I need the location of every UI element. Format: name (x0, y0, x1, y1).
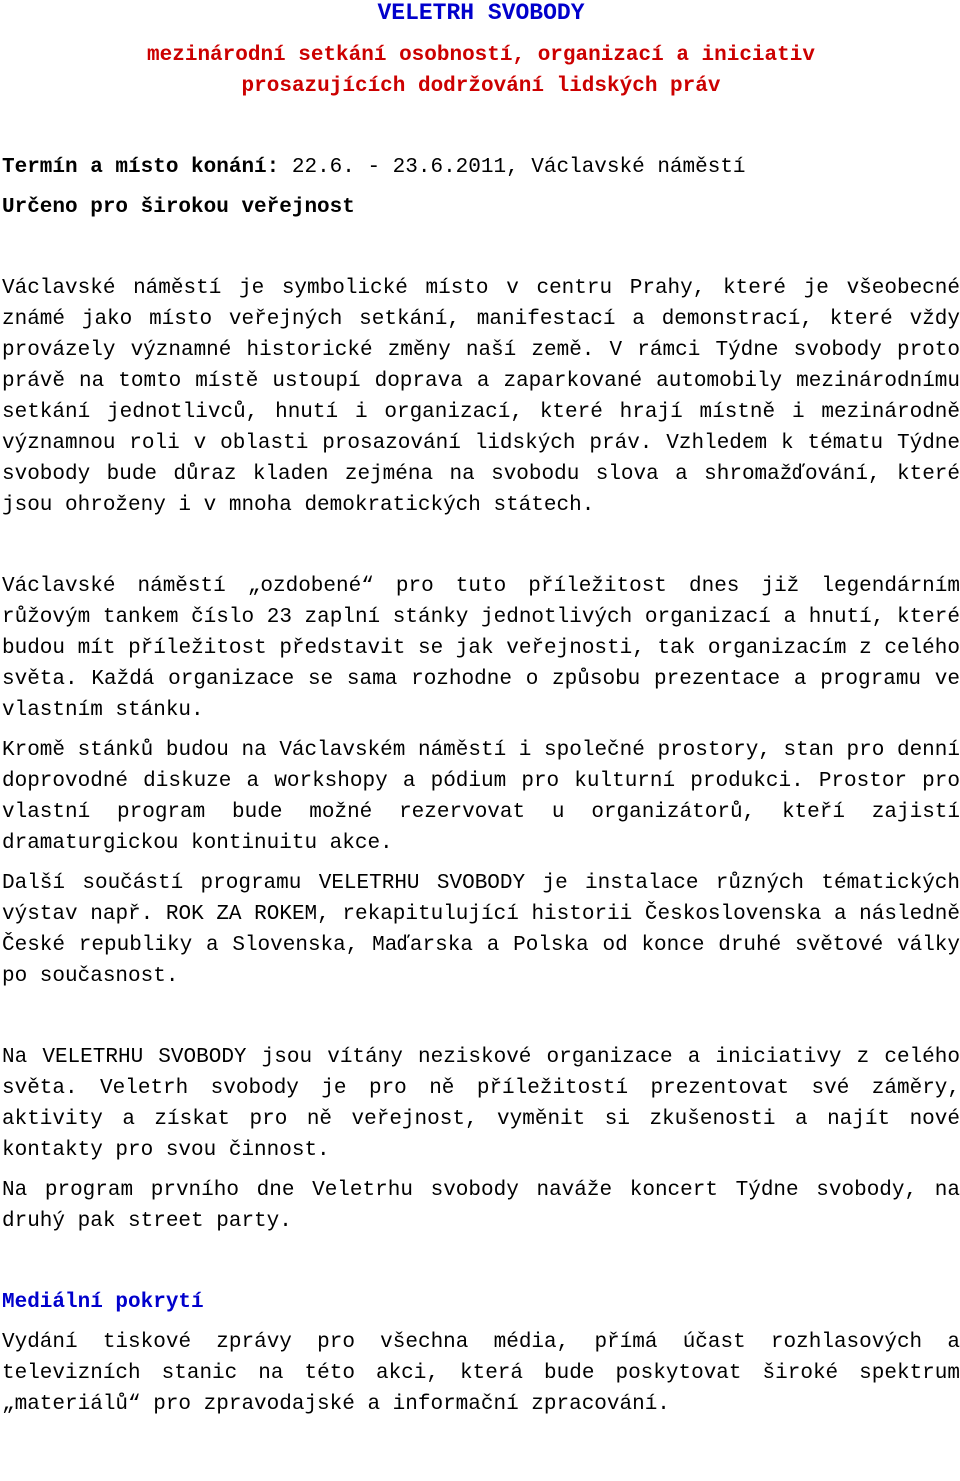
document-title: VELETRH SVOBODY (377, 0, 585, 26)
event-term (2, 152, 960, 183)
paragraph-exhibitions: Další součástí programu VELETRHU SVOBODY je instalace různých tématických výstav např. ROK ZA ROKEM, rekapitulující historii Československa a následně České republiky a Slovenska, Maďarska a Polska od konce druhé světové války po současnost. (2, 872, 960, 988)
event-audience-text: Určeno pro širokou veřejnost (2, 196, 355, 219)
event-term-value: 22.6. - 23.6.2011, Václavské náměstí (291, 156, 746, 179)
event-audience (2, 192, 960, 223)
event-term-label: Termín a místo konání: (2, 156, 280, 179)
media-heading: Mediální pokrytí (2, 1291, 204, 1314)
paragraph-media: Vydání tiskové zprávy pro všechna média, přímá účast rozhlasových a televizních stanic na této akci, která bude poskytovat široké spektrum „materiálů“ pro zpravodajské a informační zpracování. (2, 1331, 960, 1416)
document-subtitle (2, 40, 960, 102)
paragraph-intro: Václavské náměstí je symbolické místo v centru Prahy, které je všeobecné známé jako místo veřejných setkání, manifestací a demonstrací, které vždy provázely významné historické změny naší země. V rámci Týdne svobody proto právě na tomto místě ustoupí doprava a zaparkované automobily mezinárodnímu setkání jednotlivců, hnutí i organizací, které hrají místně i mezinárodně významnou roli v oblasti prosazování lidských práv. Vzhledem k tématu Týdne svobody bude důraz kladen zejména na svobodu slova a shromažďování, které jsou ohroženy i v mnoha demokratických státech. (2, 277, 960, 517)
paragraph-booths: Kromě stánků budou na Václavském náměstí i společné prostory, stan pro denní doprovodné diskuze a workshopy a pódium pro kulturní produkci. Prostor pro vlastní program bude možné rezervovat u organizátorů, kteří zajistí dramaturgickou kontinuitu akce. (2, 739, 960, 855)
paragraph-program: Na program prvního dne Veletrhu svobody naváže koncert Týdne svobody, na druhý pak street party. (2, 1179, 960, 1233)
subtitle-line-2: prosazujících dodržování lidských práv (241, 75, 721, 98)
paragraph-welcome: Na VELETRHU SVOBODY jsou vítány neziskové organizace a iniciativy z celého světa. Veletrh svobody je pro ně příležitostí prezentovat své záměry, aktivity a získat pro ně veřejnost, vyměnit si zkušenosti a najít nové kontakty pro svou činnost. (2, 1046, 960, 1162)
subtitle-line-1: mezinárodní setkání osobností, organizací a iniciativ (147, 44, 815, 67)
paragraph-decoration: Václavské náměstí „ozdobené“ pro tuto příležitost dnes již legendárním růžovým tankem číslo 23 zaplní stánky jednotlivých organizací a hnutí, které budou mít příležitost představit se jak veřejnosti, tak organizacím z celého světa. Každá organizace se sama rozhodne o způsobu prezentace a programu ve vlastním stánku. (2, 575, 960, 722)
